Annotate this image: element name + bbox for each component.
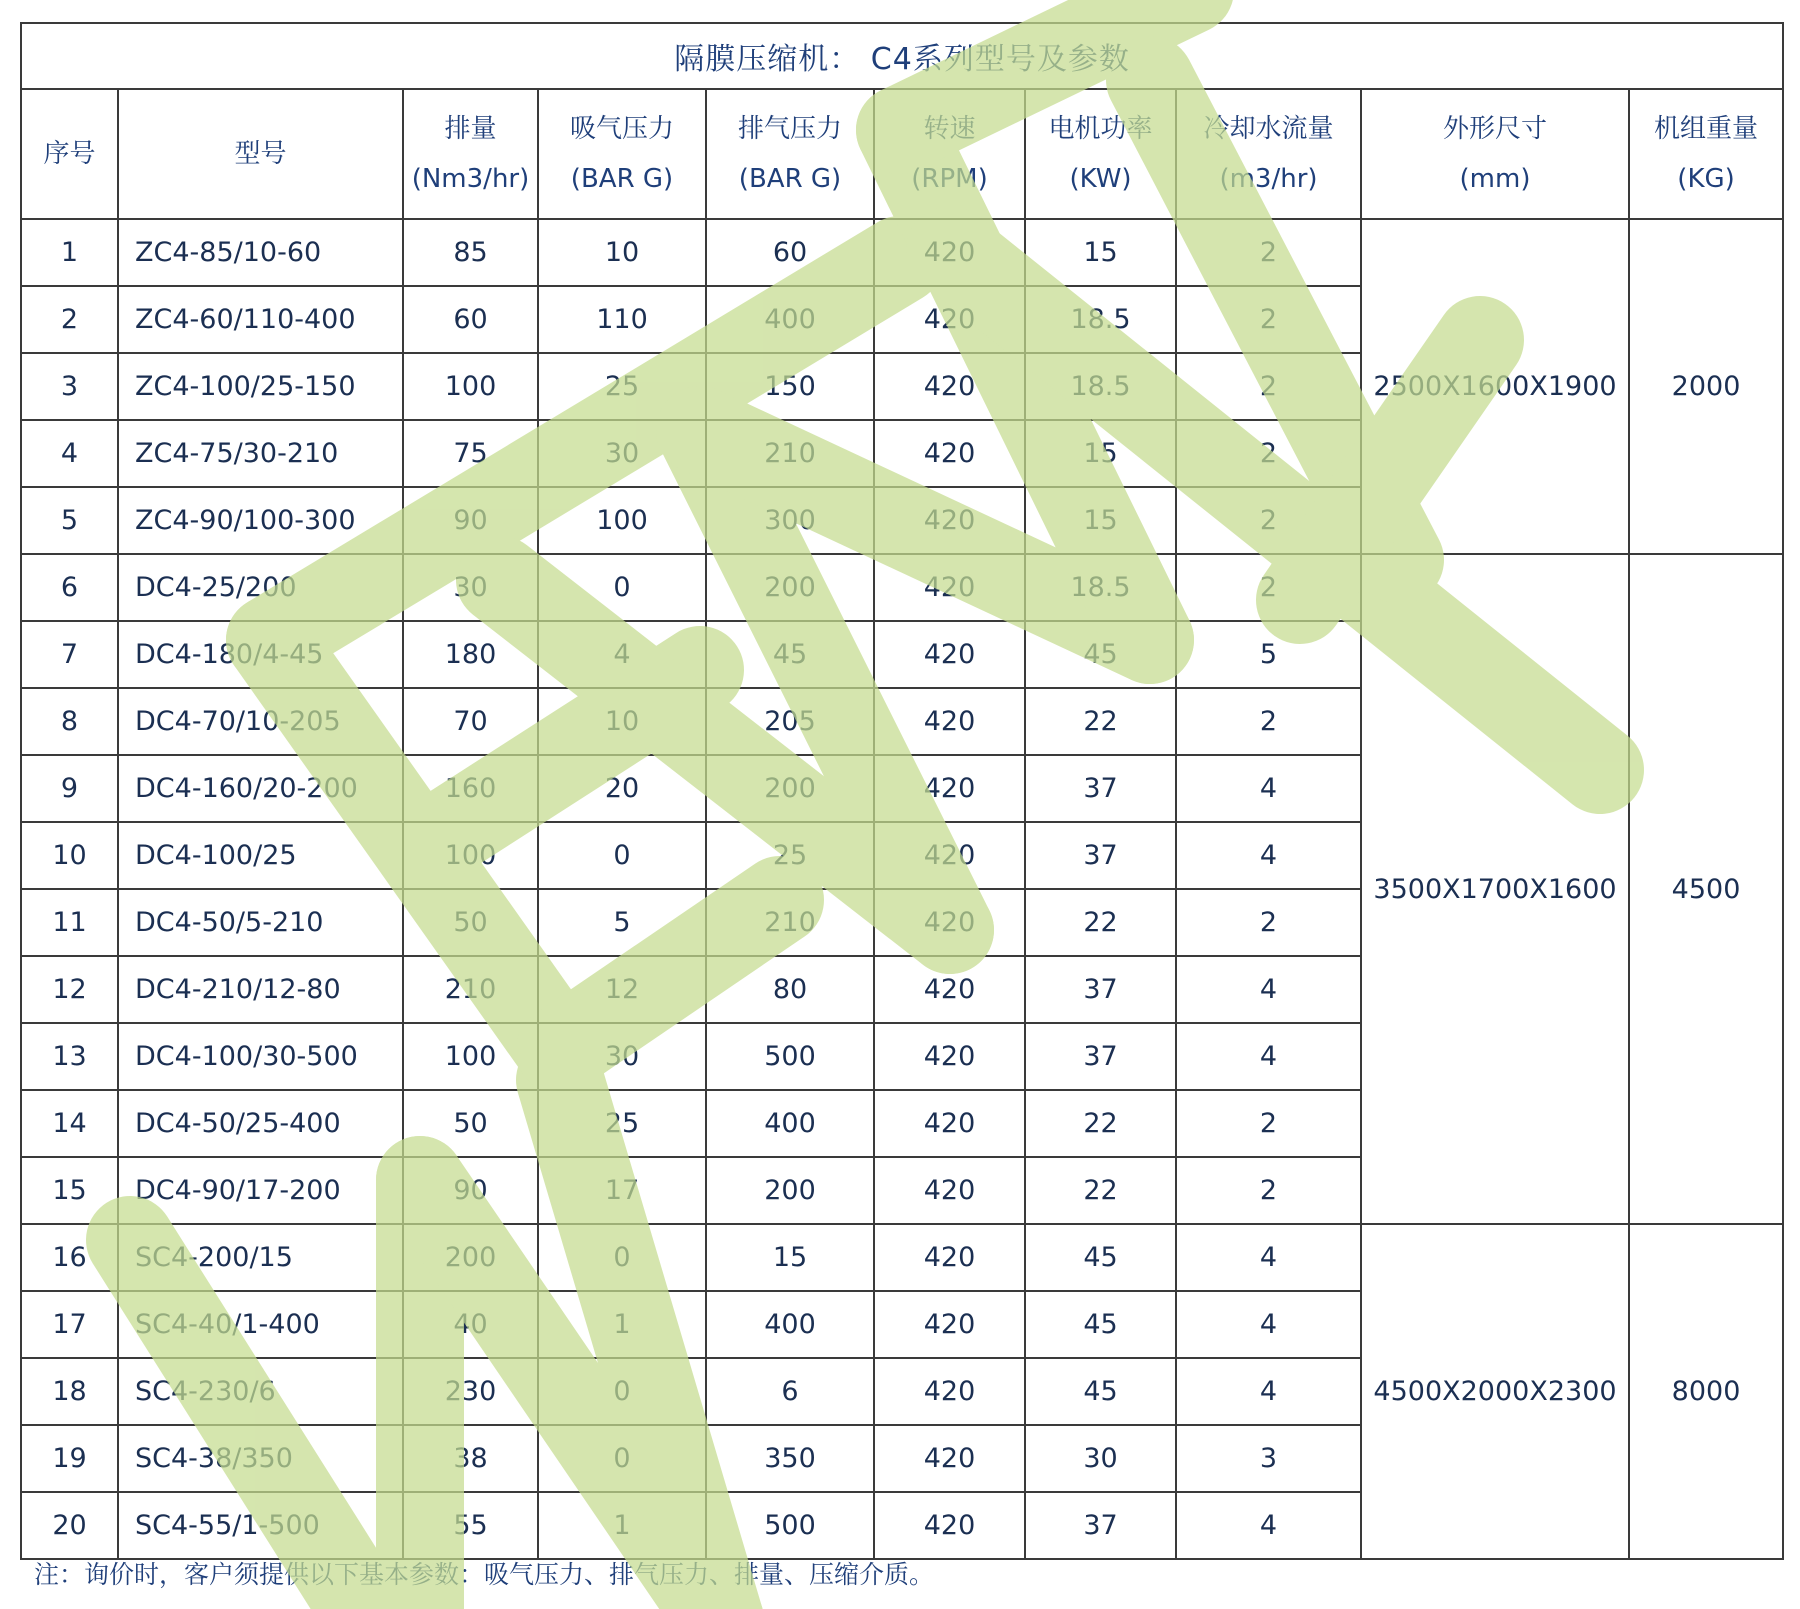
cell-index: 16 [21, 1224, 118, 1291]
cell-suction: 0 [538, 1358, 706, 1425]
cell-discharge: 210 [706, 889, 874, 956]
cell-power: 30 [1025, 1425, 1176, 1492]
table-title: 隔膜压缩机： C4系列型号及参数 [21, 23, 1783, 89]
header-discharge-pressure [706, 89, 874, 219]
cell-power: 15 [1025, 487, 1176, 554]
cell-power: 45 [1025, 1358, 1176, 1425]
header-suction-pressure [538, 89, 706, 219]
cell-model: SC4-40/1-400 [118, 1291, 403, 1358]
cell-discharge: 15 [706, 1224, 874, 1291]
cell-model: ZC4-75/30-210 [118, 420, 403, 487]
cell-suction: 25 [538, 1090, 706, 1157]
cell-discharge: 200 [706, 1157, 874, 1224]
cell-suction: 25 [538, 353, 706, 420]
cell-flow: 200 [403, 1224, 538, 1291]
cell-model: DC4-25/200 [118, 554, 403, 621]
header-flow-label: 排量 [444, 114, 497, 144]
cell-model: DC4-180/4-45 [118, 621, 403, 688]
cell-suction: 10 [538, 688, 706, 755]
cell-discharge: 500 [706, 1492, 874, 1559]
cell-index: 5 [21, 487, 118, 554]
cell-speed: 420 [874, 286, 1025, 353]
cell-speed: 420 [874, 353, 1025, 420]
spec-table [20, 22, 1784, 1560]
cell-power: 45 [1025, 1291, 1176, 1358]
cell-flow: 230 [403, 1358, 538, 1425]
cell-power: 18.5 [1025, 353, 1176, 420]
cell-flow: 60 [403, 286, 538, 353]
cell-model: DC4-90/17-200 [118, 1157, 403, 1224]
cell-discharge: 350 [706, 1425, 874, 1492]
cell-suction: 0 [538, 1224, 706, 1291]
cell-cooling: 2 [1176, 554, 1361, 621]
cell-model: SC4-38/350 [118, 1425, 403, 1492]
cell-cooling: 2 [1176, 286, 1361, 353]
cell-discharge: 80 [706, 956, 874, 1023]
cell-cooling: 2 [1176, 420, 1361, 487]
cell-suction: 20 [538, 755, 706, 822]
cell-model: ZC4-60/110-400 [118, 286, 403, 353]
cell-speed: 420 [874, 420, 1025, 487]
cell-flow: 30 [403, 554, 538, 621]
cell-power: 45 [1025, 1224, 1176, 1291]
header-cooling-unit: (m3/hr) [1219, 164, 1318, 194]
cell-power: 18.5 [1025, 554, 1176, 621]
cell-speed: 420 [874, 1157, 1025, 1224]
cell-model: SC4-230/6 [118, 1358, 403, 1425]
header-power-label: 电机功率 [1048, 114, 1153, 144]
cell-index: 13 [21, 1023, 118, 1090]
cell-discharge: 25 [706, 822, 874, 889]
cell-discharge: 45 [706, 621, 874, 688]
cell-suction: 0 [538, 822, 706, 889]
cell-index: 19 [21, 1425, 118, 1492]
cell-cooling: 4 [1176, 1358, 1361, 1425]
cell-discharge: 210 [706, 420, 874, 487]
header-power-unit: (KW) [1069, 164, 1132, 194]
cell-cooling: 2 [1176, 487, 1361, 554]
cell-power: 37 [1025, 1492, 1176, 1559]
cell-discharge: 200 [706, 554, 874, 621]
header-suction-label: 吸气压力 [569, 114, 674, 144]
cell-cooling: 4 [1176, 755, 1361, 822]
cell-model: DC4-50/5-210 [118, 889, 403, 956]
cell-cooling: 2 [1176, 219, 1361, 286]
cell-index: 3 [21, 353, 118, 420]
cell-speed: 420 [874, 487, 1025, 554]
cell-speed: 420 [874, 889, 1025, 956]
header-index [21, 89, 118, 219]
header-row [21, 89, 1783, 219]
cell-model: ZC4-100/25-150 [118, 353, 403, 420]
cell-model: ZC4-85/10-60 [118, 219, 403, 286]
cell-speed: 420 [874, 956, 1025, 1023]
cell-speed: 420 [874, 1425, 1025, 1492]
table-body [21, 219, 1783, 1559]
cell-dimensions: 3500X1700X1600 [1361, 554, 1629, 1224]
cell-weight: 4500 [1629, 554, 1783, 1224]
header-speed-label: 转速 [923, 114, 976, 144]
cell-index: 10 [21, 822, 118, 889]
cell-index: 8 [21, 688, 118, 755]
cell-discharge: 400 [706, 1090, 874, 1157]
cell-suction: 30 [538, 1023, 706, 1090]
cell-suction: 110 [538, 286, 706, 353]
cell-speed: 420 [874, 1358, 1025, 1425]
cell-flow: 85 [403, 219, 538, 286]
header-flow-unit: (Nm3/hr) [411, 164, 530, 194]
cell-power: 15 [1025, 219, 1176, 286]
header-weight [1629, 89, 1783, 219]
cell-cooling: 4 [1176, 822, 1361, 889]
cell-power: 18.5 [1025, 286, 1176, 353]
header-model-label: 型号 [234, 139, 287, 169]
cell-discharge: 200 [706, 755, 874, 822]
cell-cooling: 2 [1176, 688, 1361, 755]
cell-power: 22 [1025, 889, 1176, 956]
cell-discharge: 300 [706, 487, 874, 554]
header-weight-label: 机组重量 [1654, 114, 1759, 144]
inquiry-note: 注：询价时，客户须提供以下基本参数：吸气压力、排气压力、排量、压缩介质。 [34, 1560, 935, 1589]
cell-power: 37 [1025, 1023, 1176, 1090]
cell-speed: 420 [874, 822, 1025, 889]
cell-model: SC4-200/15 [118, 1224, 403, 1291]
cell-suction: 100 [538, 487, 706, 554]
cell-model: DC4-50/25-400 [118, 1090, 403, 1157]
cell-flow: 180 [403, 621, 538, 688]
cell-suction: 0 [538, 554, 706, 621]
cell-flow: 40 [403, 1291, 538, 1358]
table-row [21, 1224, 1783, 1291]
cell-index: 7 [21, 621, 118, 688]
cell-discharge: 400 [706, 286, 874, 353]
title-row [21, 23, 1783, 89]
cell-suction: 30 [538, 420, 706, 487]
cell-speed: 420 [874, 219, 1025, 286]
cell-model: DC4-210/12-80 [118, 956, 403, 1023]
cell-cooling: 2 [1176, 1090, 1361, 1157]
cell-model: SC4-55/1-500 [118, 1492, 403, 1559]
cell-suction: 17 [538, 1157, 706, 1224]
cell-power: 45 [1025, 621, 1176, 688]
cell-flow: 50 [403, 889, 538, 956]
header-cooling-label: 冷却水流量 [1203, 114, 1334, 144]
header-cooling-water [1176, 89, 1361, 219]
cell-cooling: 4 [1176, 956, 1361, 1023]
cell-index: 4 [21, 420, 118, 487]
cell-index: 18 [21, 1358, 118, 1425]
cell-flow: 210 [403, 956, 538, 1023]
cell-power: 15 [1025, 420, 1176, 487]
cell-model: DC4-100/30-500 [118, 1023, 403, 1090]
header-speed-unit: (RPM) [911, 164, 988, 194]
cell-suction: 4 [538, 621, 706, 688]
cell-cooling: 4 [1176, 1224, 1361, 1291]
cell-cooling: 4 [1176, 1023, 1361, 1090]
header-dimensions [1361, 89, 1629, 219]
cell-suction: 12 [538, 956, 706, 1023]
header-model [118, 89, 403, 219]
cell-speed: 420 [874, 1090, 1025, 1157]
cell-speed: 420 [874, 688, 1025, 755]
cell-discharge: 150 [706, 353, 874, 420]
cell-model: DC4-70/10-205 [118, 688, 403, 755]
cell-dimensions: 2500X1600X1900 [1361, 219, 1629, 554]
cell-model: ZC4-90/100-300 [118, 487, 403, 554]
cell-flow: 90 [403, 487, 538, 554]
cell-suction: 1 [538, 1492, 706, 1559]
cell-cooling: 4 [1176, 1492, 1361, 1559]
cell-index: 11 [21, 889, 118, 956]
cell-index: 1 [21, 219, 118, 286]
cell-index: 12 [21, 956, 118, 1023]
cell-index: 17 [21, 1291, 118, 1358]
cell-flow: 50 [403, 1090, 538, 1157]
cell-suction: 0 [538, 1425, 706, 1492]
cell-flow: 100 [403, 822, 538, 889]
cell-flow: 55 [403, 1492, 538, 1559]
cell-flow: 75 [403, 420, 538, 487]
cell-index: 14 [21, 1090, 118, 1157]
cell-discharge: 6 [706, 1358, 874, 1425]
cell-speed: 420 [874, 1492, 1025, 1559]
cell-speed: 420 [874, 1291, 1025, 1358]
header-speed [874, 89, 1025, 219]
header-weight-unit: (KG) [1677, 164, 1735, 194]
cell-suction: 10 [538, 219, 706, 286]
cell-flow: 90 [403, 1157, 538, 1224]
cell-dimensions: 4500X2000X2300 [1361, 1224, 1629, 1559]
cell-suction: 5 [538, 889, 706, 956]
cell-flow: 38 [403, 1425, 538, 1492]
header-motor-power [1025, 89, 1176, 219]
cell-cooling: 3 [1176, 1425, 1361, 1492]
cell-power: 22 [1025, 688, 1176, 755]
table-row [21, 554, 1783, 621]
cell-cooling: 2 [1176, 1157, 1361, 1224]
cell-discharge: 205 [706, 688, 874, 755]
cell-index: 15 [21, 1157, 118, 1224]
cell-model: DC4-100/25 [118, 822, 403, 889]
cell-power: 37 [1025, 822, 1176, 889]
header-flow [403, 89, 538, 219]
header-dimensions-label: 外形尺寸 [1442, 114, 1547, 144]
header-suction-unit: (BAR G) [570, 164, 674, 194]
cell-index: 20 [21, 1492, 118, 1559]
cell-power: 37 [1025, 755, 1176, 822]
table-row [21, 219, 1783, 286]
cell-weight: 8000 [1629, 1224, 1783, 1559]
cell-index: 9 [21, 755, 118, 822]
spec-sheet [20, 22, 1782, 1560]
header-dimensions-unit: (mm) [1459, 164, 1531, 194]
header-discharge-label: 排气压力 [737, 114, 842, 144]
cell-power: 22 [1025, 1090, 1176, 1157]
cell-speed: 420 [874, 1023, 1025, 1090]
cell-speed: 420 [874, 755, 1025, 822]
cell-discharge: 400 [706, 1291, 874, 1358]
cell-model: DC4-160/20-200 [118, 755, 403, 822]
cell-flow: 160 [403, 755, 538, 822]
cell-index: 6 [21, 554, 118, 621]
cell-cooling: 4 [1176, 1291, 1361, 1358]
cell-power: 22 [1025, 1157, 1176, 1224]
cell-flow: 70 [403, 688, 538, 755]
cell-flow: 100 [403, 1023, 538, 1090]
header-index-label: 序号 [43, 139, 96, 169]
cell-speed: 420 [874, 1224, 1025, 1291]
cell-cooling: 2 [1176, 889, 1361, 956]
cell-speed: 420 [874, 554, 1025, 621]
cell-discharge: 500 [706, 1023, 874, 1090]
cell-discharge: 60 [706, 219, 874, 286]
cell-suction: 1 [538, 1291, 706, 1358]
header-discharge-unit: (BAR G) [738, 164, 842, 194]
cell-speed: 420 [874, 621, 1025, 688]
cell-cooling: 2 [1176, 353, 1361, 420]
cell-cooling: 5 [1176, 621, 1361, 688]
cell-weight: 2000 [1629, 219, 1783, 554]
cell-flow: 100 [403, 353, 538, 420]
cell-index: 2 [21, 286, 118, 353]
cell-power: 37 [1025, 956, 1176, 1023]
